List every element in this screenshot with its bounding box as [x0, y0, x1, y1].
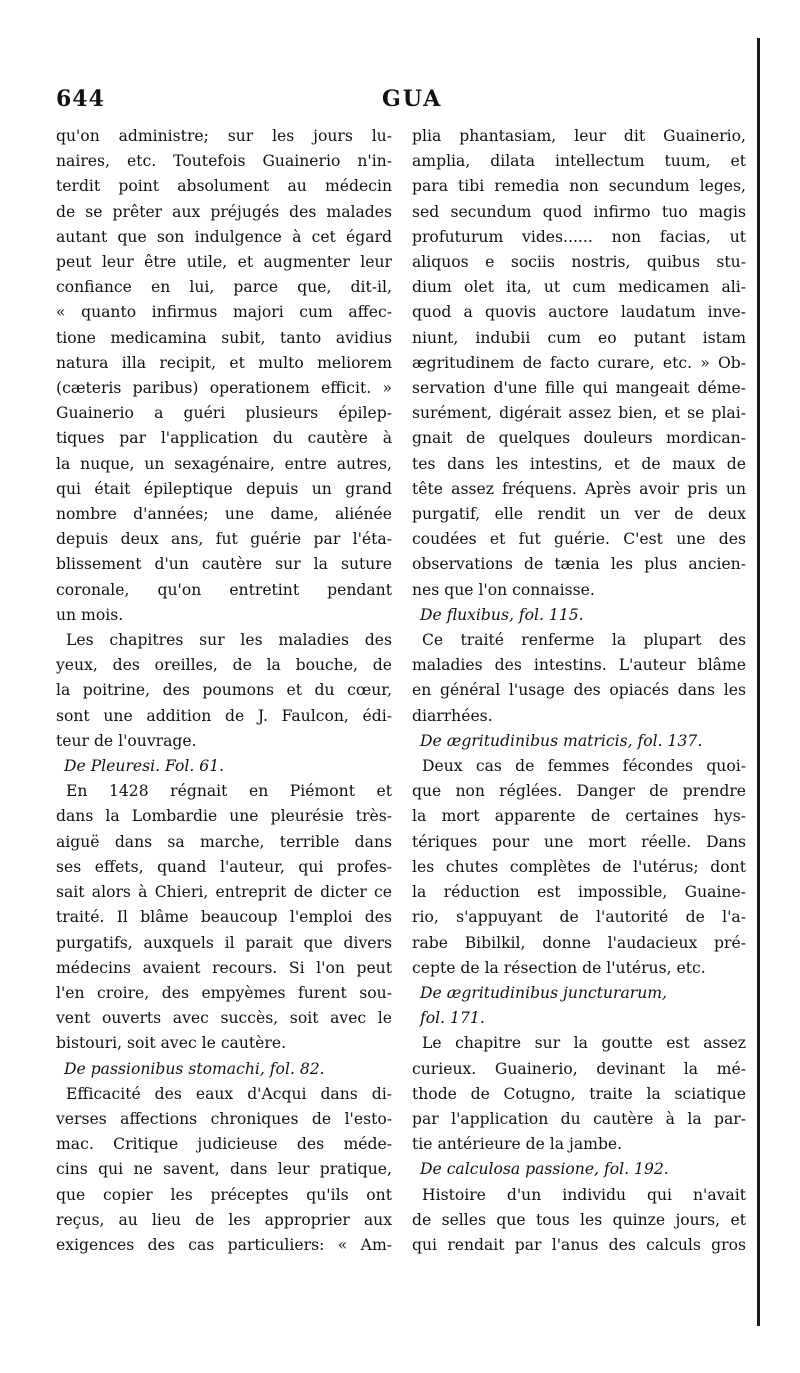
text-line: exigences des cas particuliers: « Am- — [56, 1235, 392, 1254]
section-heading: De ægritudinibus juncturarum, — [420, 983, 668, 1002]
text-line: rabe Bibilkil, donne l'audacieux pré- — [412, 933, 746, 952]
text-line: nombre d'années; une dame, aliénée — [56, 505, 392, 524]
text-line: qu'on administre; sur les jours lu- — [56, 127, 392, 145]
text-line: profuturum vides...... non facias, ut — [412, 227, 746, 246]
text-line: reçus, au lieu de les approprier aux — [56, 1210, 392, 1229]
text-line: l'en croire, des empyèmes furent sou- — [56, 983, 392, 1002]
text-line: qui était épileptique depuis un grand — [56, 479, 392, 498]
text-line: médecins avaient recours. Si l'on peut — [56, 958, 392, 977]
text-line: que copier les préceptes qu'ils ont — [56, 1185, 392, 1204]
text-line: teur de l'ouvrage. — [56, 731, 197, 750]
text-line: curieux. Guainerio, devinant la mé- — [412, 1059, 746, 1078]
text-line: coronale, qu'on entretint pendant — [56, 580, 392, 599]
text-column-left — [56, 124, 392, 1258]
text-line: vent ouverts avec succès, soit avec le — [56, 1009, 392, 1028]
text-line: ses effets, quand l'auteur, qui profes- — [56, 857, 392, 876]
text-line: sont une addition de J. Faulcon, édi- — [56, 706, 392, 725]
text-line: que non réglées. Danger de prendre — [412, 782, 746, 801]
running-head: GUA — [382, 86, 443, 112]
text-line: un mois. — [56, 605, 124, 624]
text-line: quod a quovis auctore laudatum inve- — [412, 303, 746, 322]
text-line: bistouri, soit avec le cautère. — [56, 1034, 287, 1053]
text-line: sed secundum quod infirmo tuo magis — [412, 202, 746, 221]
text-line: ægritudinem de facto curare, etc. » Ob- — [412, 353, 746, 372]
text-line: Les chapitres sur les maladies des — [66, 631, 392, 650]
text-line: amplia, dilata intellectum tuum, et — [412, 152, 746, 171]
text-line: yeux, des oreilles, de la bouche, de — [56, 656, 392, 675]
text-line: Le chapitre sur la goutte est assez — [422, 1034, 746, 1053]
text-line: cepte de la résection de l'utérus, etc. — [412, 958, 706, 977]
text-line: maladies des intestins. L'auteur blâme — [412, 656, 746, 675]
page-number: 644 — [56, 86, 105, 112]
text-line: coudées et fut guérie. C'est une des — [412, 530, 746, 549]
section-heading: De Pleuresi. Fol. 61. — [64, 757, 225, 776]
text-line: rio, s'appuyant de l'autorité de l'a- — [412, 908, 746, 927]
text-line: niunt, indubii cum eo putant istam — [412, 328, 746, 347]
text-line: naires, etc. Toutefois Guainerio n'in- — [56, 152, 392, 171]
text-line: Histoire d'un individu qui n'avait — [422, 1185, 746, 1204]
text-line: Efficacité des eaux d'Acqui dans di- — [66, 1084, 392, 1103]
text-line: mac. Critique judicieuse des méde- — [56, 1135, 392, 1154]
page-header — [56, 86, 746, 116]
text-line: Guainerio a guéri plusieurs épilep- — [56, 404, 392, 423]
text-line: tériques pour une mort réelle. Dans — [412, 832, 746, 851]
text-column-right — [412, 124, 746, 1258]
text-line: blissement d'un cautère sur la suture — [56, 555, 392, 574]
text-line: nes que l'on connaisse. — [412, 580, 595, 599]
text-line: tione medicamina subit, tanto avidius — [56, 328, 392, 347]
text-line: (cæteris paribus) operationem efficit. » — [56, 379, 392, 398]
text-line: par l'application du cautère à la par- — [412, 1109, 746, 1128]
text-line: aiguë dans sa marche, terrible dans — [56, 832, 392, 851]
text-line: la réduction est impossible, Guaine- — [412, 883, 746, 902]
text-line: dium olet ita, ut cum medicamen ali- — [412, 278, 746, 297]
text-line: thode de Cotugno, traite la sciatique — [412, 1084, 746, 1103]
text-line: sait alors à Chieri, entreprit de dicter ce — [56, 883, 392, 902]
text-line: para tibi remedia non secundum leges, — [412, 177, 746, 196]
text-line: traité. Il blâme beaucoup l'emploi des — [56, 908, 392, 927]
text-line: Deux cas de femmes fécondes quoi- — [422, 757, 746, 776]
section-heading: De fluxibus, fol. 115. — [420, 605, 584, 624]
text-line: autant que son indulgence à cet égard — [56, 227, 392, 246]
text-line: En 1428 régnait en Piémont et — [66, 782, 392, 801]
text-line: purgatifs, auxquels il parait que divers — [56, 933, 392, 952]
text-line: observations de tænia les plus ancien- — [412, 555, 746, 574]
text-line: gnait de quelques douleurs mordican- — [412, 429, 746, 448]
text-line: Ce traité renferme la plupart des — [422, 631, 746, 650]
section-heading: De ægritudinibus matricis, fol. 137. — [420, 731, 703, 750]
text-line: dans la Lombardie une pleurésie très- — [56, 807, 392, 826]
text-line: purgatif, elle rendit un ver de deux — [412, 505, 746, 524]
text-line: verses affections chroniques de l'esto- — [56, 1109, 392, 1128]
text-line: peut leur être utile, et augmenter leur — [56, 253, 392, 272]
text-line: surément, digérait assez bien, et se plai- — [412, 404, 746, 423]
text-line: terdit point absolument au médecin — [56, 177, 392, 196]
text-line: « quanto infirmus majori cum affec- — [56, 303, 392, 322]
text-line: depuis deux ans, fut guérie par l'éta- — [56, 530, 392, 549]
text-line: aliquos e sociis nostris, quibus stu- — [412, 253, 746, 272]
text-line: natura illa recipit, et multo meliorem — [56, 353, 392, 372]
text-line: qui rendait par l'anus des calculs gros — [412, 1235, 746, 1254]
text-line: de se prêter aux préjugés des malades — [56, 202, 392, 221]
section-heading: De calculosa passione, fol. 192. — [420, 1160, 669, 1179]
text-line: la poitrine, des poumons et du cœur, — [56, 681, 392, 700]
text-line: tes dans les intestins, et de maux de — [412, 454, 746, 473]
text-line: cins qui ne savent, dans leur pratique, — [56, 1160, 392, 1179]
text-line: servation d'une fille qui mangeait déme- — [412, 379, 746, 398]
section-heading: De passionibus stomachi, fol. 82. — [64, 1059, 325, 1078]
text-line: tiques par l'application du cautère à — [56, 429, 392, 448]
text-line: la mort apparente de certaines hys- — [412, 807, 746, 826]
text-line: tie antérieure de la jambe. — [412, 1135, 623, 1154]
text-line: de selles que tous les quinze jours, et — [412, 1210, 746, 1229]
text-line: diarrhées. — [412, 706, 493, 725]
text-line: les chutes complètes de l'utérus; dont — [412, 857, 746, 876]
page-edge-rule — [757, 38, 760, 1326]
text-line: confiance en lui, parce que, dit-il, — [56, 278, 392, 297]
text-line: tête assez fréquens. Après avoir pris un — [412, 479, 746, 498]
text-line: plia phantasiam, leur dit Guainerio, — [412, 127, 746, 145]
text-line: en général l'usage des opiacés dans les — [412, 681, 746, 700]
text-line: la nuque, un sexagénaire, entre autres, — [56, 454, 392, 473]
section-heading: fol. 171. — [420, 1009, 485, 1028]
